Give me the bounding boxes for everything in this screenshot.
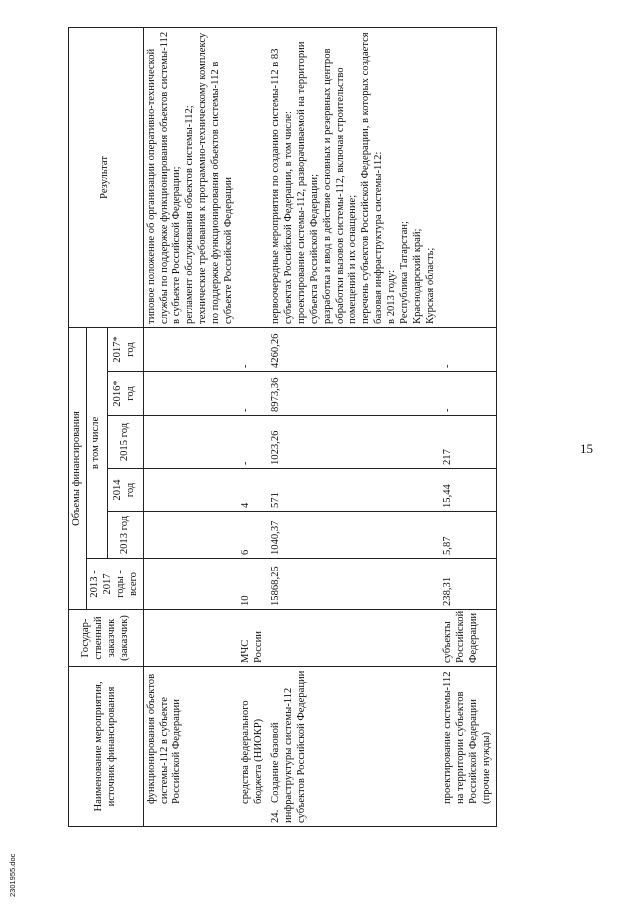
result-line: типовое положение об организации оперативно-технической службы по поддержке функционирования объектов системы-112 в субъекте Российской Федерации;: [145, 31, 183, 324]
row-result: [143, 28, 238, 328]
row-name: [238, 667, 268, 827]
row-2015: 217: [440, 416, 496, 469]
row-2014: 571: [268, 469, 440, 512]
header-funding: Объемы финансирования: [69, 327, 87, 609]
row-name: [440, 667, 496, 827]
row-2014: 15,44: [440, 469, 496, 512]
header-2013: 2013 год: [107, 512, 143, 559]
row-2013: 5,87: [440, 512, 496, 559]
table-row: [143, 28, 238, 827]
row-2015: -: [238, 416, 268, 469]
row-total: 10: [238, 559, 268, 610]
header-result: Результат: [69, 28, 144, 328]
document-code: 2301955.doc: [8, 853, 17, 897]
row-name-text: проектирование системы-112 на территории субъектов Российской Федерации (прочие нужды): [441, 671, 492, 804]
row-customer: [268, 610, 440, 667]
row-2013: 6: [238, 512, 268, 559]
row-customer: МЧС России: [238, 610, 268, 667]
row-total: 15868,25: [268, 559, 440, 610]
row-2017: -: [440, 327, 496, 371]
header-name: Наименование мероприятия, источник финансирования: [69, 667, 144, 827]
header-in-that: в том числе: [86, 327, 107, 558]
result-line: разработка и ввод в действие основных и резервных центров обработки вызовов системы-112, включая строительство помещений и их оснащение;: [321, 48, 359, 324]
row-name-text: Создание базовой инфраструктуры системы-112 субъектов Российской Федерации: [269, 670, 307, 823]
row-2017: 4260,26: [268, 327, 440, 371]
page-number: 15: [580, 441, 593, 456]
result-line: Республика Татарстан;: [399, 221, 411, 324]
result-line: Краснодарский край;: [412, 228, 424, 324]
table-row: [440, 28, 496, 827]
row-name-text: средства федерального бюджета (НИОКР): [240, 700, 264, 804]
row-2016: -: [238, 372, 268, 416]
result-line: в 2013 году:: [386, 269, 398, 324]
result-line: регламент обслуживания объектов системы-112;: [184, 105, 196, 324]
row-customer: субъекты Российской Федерации: [440, 610, 496, 667]
row-result: [440, 28, 496, 328]
row-2014: 4: [238, 469, 268, 512]
header-2016: 2016* год: [107, 372, 143, 416]
financing-table: [68, 27, 497, 827]
row-total: 238,31: [440, 559, 496, 610]
row-2013: [143, 512, 238, 559]
row-2015: 1023,26: [268, 416, 440, 469]
row-2015: [143, 416, 238, 469]
row-2013: 1040,37: [268, 512, 440, 559]
row-result: [268, 28, 440, 328]
page-number-wrap: [582, 439, 602, 459]
result-line: первоочередные мероприятия по созданию системы-112 в 83 субъектах Российской Федерации, в том числе:: [269, 48, 294, 324]
row-name-text: функционирования объектов системы-112 в субъекте Российской Федерации: [145, 673, 183, 804]
result-line: перечень субъектов Российской Федерации, в которых создается базовая инфраструктура системы-112:: [360, 32, 385, 324]
header-customer: Государ-ственный заказчик (заказчик): [69, 610, 144, 667]
row-number: 24.: [269, 809, 281, 823]
header-2017: 2017* год: [107, 327, 143, 371]
row-name: [143, 667, 238, 827]
row-2014: [143, 469, 238, 512]
table-row: [238, 28, 268, 827]
row-customer: [143, 610, 238, 667]
row-total: [143, 559, 238, 610]
row-2016: [143, 372, 238, 416]
result-line: технические требования к программно-техническому комплексу по поддержке функционирования объектов системы-112 в субъекте Российской Федерации: [197, 32, 235, 324]
header-2015: 2015 год: [107, 416, 143, 469]
row-2016: -: [440, 372, 496, 416]
result-line: проектирование системы-112, разворачиваемой на территории субъекта Российской Федерации;: [295, 41, 320, 324]
row-name: [268, 667, 440, 827]
result-line: Курская область;: [424, 247, 436, 324]
table-row: [268, 28, 440, 827]
header-2014: 2014 год: [107, 469, 143, 512]
row-result: [238, 28, 268, 328]
row-2017: -: [238, 327, 268, 371]
row-2016: 8973,36: [268, 372, 440, 416]
row-2017: [143, 327, 238, 371]
header-total: 2013 - 2017 годы - всего: [86, 559, 143, 610]
